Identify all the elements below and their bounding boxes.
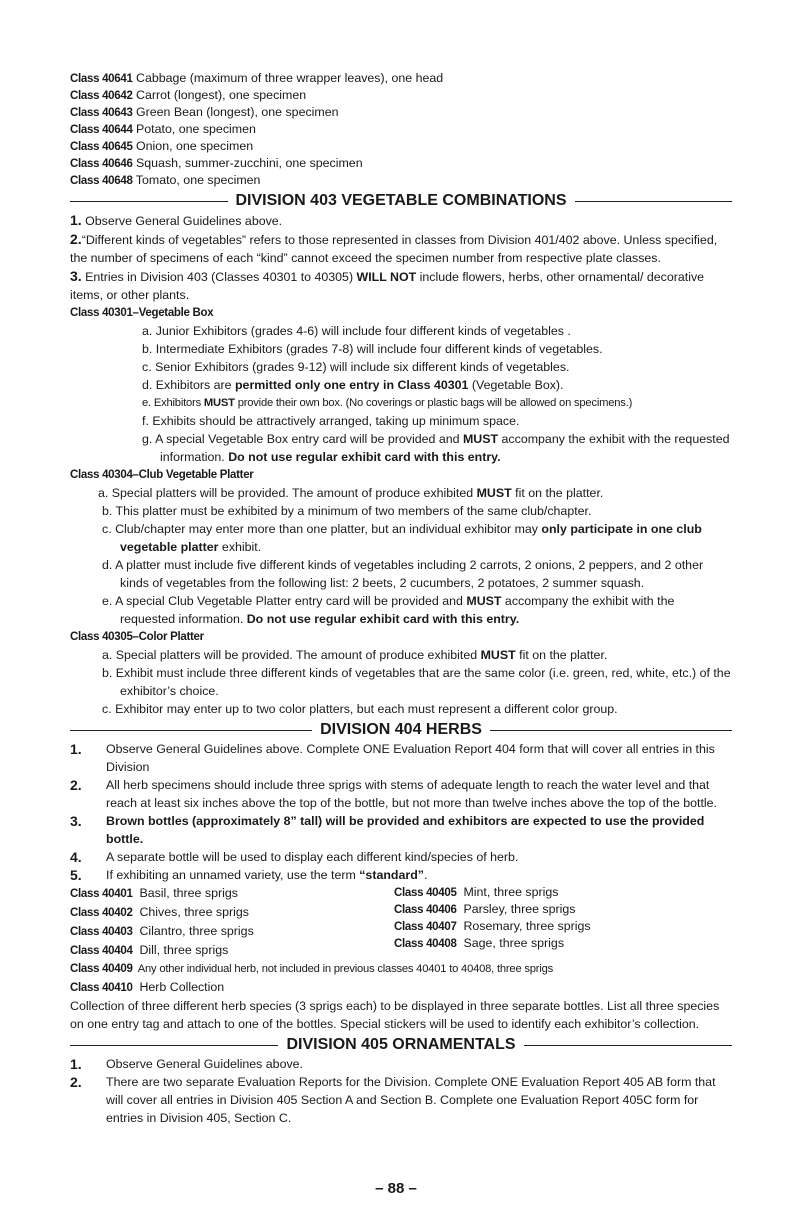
guideline-item <box>70 1073 732 1127</box>
class-40301-heading: Class 40301–Vegetable Box <box>70 307 214 319</box>
heading-rule-right <box>490 730 732 731</box>
class-number: Class 40410 <box>70 982 133 994</box>
point-text: Observe General Guidelines above. <box>85 214 283 228</box>
class-entry <box>70 155 732 172</box>
item-emphasis: MUST <box>480 648 516 662</box>
class-number: Class 40406 <box>394 904 457 916</box>
heading-rule-right <box>575 201 733 202</box>
class-text: Cabbage (maximum of three wrapper leaves), one head <box>136 71 444 85</box>
class-number: Class 40641 <box>70 73 133 85</box>
class-text: Herb Collection <box>139 980 225 994</box>
point-text: Entries in Division 403 (Classes 40301 to 40305) <box>85 270 357 284</box>
item-number: 1. <box>70 741 82 757</box>
class-text: Any other individual herb, not included in previous classes 40401 to 40408, three sprigs <box>137 963 554 975</box>
heading-rule-left <box>70 1045 278 1046</box>
class-entry <box>70 903 394 922</box>
item-text: Observe General Guidelines above. <box>106 1057 303 1071</box>
division-title: DIVISION 403 VEGETABLE COMBINATIONS <box>235 192 567 209</box>
item-text: a. Special platters will be provided. The amount of produce exhibited <box>102 648 481 662</box>
heading-rule-left <box>70 730 312 731</box>
point-emphasis: WILL NOT <box>356 270 417 284</box>
class-text: Tomato, one specimen <box>135 173 261 187</box>
list-item <box>102 592 732 628</box>
item-text: Observe General Guidelines above. Complete ONE Evaluation Report 404 form that will cover all entries in this Division <box>106 742 715 774</box>
herb-class-columns <box>70 884 732 960</box>
item-text: accompany the exhibit with the requested information. <box>120 594 675 626</box>
item-number: 4. <box>70 849 82 865</box>
div404-guidelines <box>70 740 732 884</box>
list-item <box>142 394 732 412</box>
item-text: There are two separate Evaluation Reports for the Division. Complete ONE Evaluation Report 405 AB form that will cover all entries in Division 405 Section A and Section B. Complete one Evaluation Report 405C form for entries in Division 405, Section C. <box>106 1075 716 1125</box>
list-item <box>142 376 732 394</box>
item-text: (Vegetable Box). <box>468 378 564 392</box>
item-number: 5. <box>70 867 82 883</box>
list-item <box>102 520 732 556</box>
guideline-item <box>70 866 732 884</box>
class-number: Class 40648 <box>70 175 133 187</box>
item-emphasis: MUST <box>466 594 502 608</box>
class-entry <box>394 935 724 952</box>
herb-collection-description: Collection of three different herb species (3 sprigs each) to be displayed in three separate bottles. List all three species on one entry tag and attach to one of the bottles. Special stickers will be used to identify each exhibitor’s collection. <box>70 999 720 1031</box>
class-number: Class 40643 <box>70 107 133 119</box>
item-emphasis: Do not use regular exhibit card with this entry. <box>228 450 501 464</box>
class-40305-heading: Class 40305–Color Platter <box>70 631 204 643</box>
class-entry <box>394 901 724 918</box>
class-text: Carrot (longest), one specimen <box>136 88 307 102</box>
item-text: fit on the platter. <box>511 486 604 500</box>
class-number: Class 40409 <box>70 963 133 975</box>
item-number: 1. <box>70 1056 82 1072</box>
class-text: Potato, one specimen <box>136 122 256 136</box>
guideline-item <box>70 812 732 848</box>
heading-rule-right <box>524 1045 732 1046</box>
item-text-part: If exhibiting an unnamed variety, use the term <box>106 868 360 882</box>
point-text: include flowers, herbs, other ornamental/ decorative items, or other plants. <box>70 270 705 302</box>
list-item: d. A platter must include five different kinds of vegetables including 2 carrots, 2 onions, 2 peppers, and 2 other kinds of vegetables from the following list: 2 beets, 2 cucumbers, 2 potatoes, 2 summer squash. <box>102 558 704 590</box>
item-number: 2. <box>70 1074 82 1090</box>
class-number: Class 40403 <box>70 926 133 938</box>
list-item: b. This platter must be exhibited by a minimum of two members of the same club/chapter. <box>102 504 592 518</box>
class-entry <box>70 978 732 997</box>
point-number: 3. <box>70 268 82 284</box>
point-number: 1. <box>70 212 82 228</box>
list-item <box>142 430 732 466</box>
item-text: c. Club/chapter may enter more than one platter, but an individual exhibitor may <box>102 522 542 536</box>
herb-column-1 <box>70 884 394 960</box>
class-text: Onion, one specimen <box>136 139 254 153</box>
class-text: Cilantro, three sprigs <box>139 924 254 938</box>
item-text: fit on the platter. <box>515 648 608 662</box>
guideline-item <box>70 848 732 866</box>
class-number: Class 40407 <box>394 921 457 933</box>
list-item: b. Exhibit must include three different kinds of vegetables that are the same color (i.e. green, red, white, etc.) of the exhibitor’s choice. <box>102 666 731 698</box>
herb-column-2 <box>394 884 724 960</box>
class-entry <box>70 138 732 155</box>
guideline-item <box>70 740 732 776</box>
item-text: Brown bottles (approximately 8” tall) will be provided and exhibitors are expected to use the provided bottle. <box>106 814 705 846</box>
item-emphasis: only participate in one club vegetable platter <box>120 522 702 554</box>
item-text: e. Exhibitors <box>142 397 204 409</box>
item-number: 2. <box>70 777 82 793</box>
class-entry <box>70 884 394 903</box>
div403-point-2 <box>70 230 732 267</box>
list-item: a. Junior Exhibitors (grades 4-6) will include four different kinds of vegetables . <box>142 324 571 338</box>
division-405-heading <box>70 1035 732 1055</box>
class-entry <box>394 918 724 935</box>
item-text: provide their own box. (No coverings or plastic bags will be allowed on specimens.) <box>234 397 633 409</box>
guideline-item <box>70 1055 732 1073</box>
club-platter-list <box>98 484 732 628</box>
item-number: 3. <box>70 813 82 829</box>
div403-point-3 <box>70 267 732 304</box>
div405-guidelines <box>70 1055 732 1127</box>
class-text: Rosemary, three sprigs <box>463 919 591 933</box>
division-404-heading <box>70 720 732 740</box>
item-text: accompany the exhibit with the requested information. <box>160 432 730 464</box>
item-emphasis: MUST <box>203 397 235 409</box>
item-text: d. Exhibitors are <box>142 378 235 392</box>
div403-point-1 <box>70 211 732 230</box>
class-text: Parsley, three sprigs <box>463 902 576 916</box>
class-number: Class 40642 <box>70 90 133 102</box>
class-number: Class 40405 <box>394 887 457 899</box>
list-item: f. Exhibits should be attractively arranged, taking up minimum space. <box>142 414 520 428</box>
class-entry <box>394 884 724 901</box>
list-item <box>98 484 732 502</box>
item-text-part: . <box>423 868 428 882</box>
class-40304-heading: Class 40304–Club Vegetable Platter <box>70 469 254 481</box>
point-number: 2. <box>70 231 82 247</box>
class-text: Squash, summer-zucchini, one specimen <box>136 156 363 170</box>
class-entry <box>70 922 394 941</box>
list-item: c. Senior Exhibitors (grades 9-12) will include six different kinds of vegetables. <box>142 360 570 374</box>
item-emphasis: “standard” <box>359 868 424 882</box>
item-text: e. A special Club Vegetable Platter entry card will be provided and <box>102 594 467 608</box>
class-text: Dill, three sprigs <box>139 943 229 957</box>
item-emphasis: Do not use regular exhibit card with this entry. <box>246 612 520 626</box>
item-text: exhibit. <box>218 540 262 554</box>
heading-rule-left <box>70 201 228 202</box>
class-entry <box>70 941 394 960</box>
class-entry <box>70 960 732 978</box>
color-platter-list <box>102 646 732 718</box>
vegetable-box-list <box>142 322 732 466</box>
list-item: b. Intermediate Exhibitors (grades 7-8) will include four different kinds of vegetables. <box>142 342 603 356</box>
item-emphasis: MUST <box>476 486 512 500</box>
class-list-top <box>70 70 732 189</box>
document-page <box>70 70 732 1127</box>
class-text: Green Bean (longest), one specimen <box>136 105 339 119</box>
item-text <box>106 866 732 884</box>
division-title: DIVISION 405 ORNAMENTALS <box>286 1036 516 1053</box>
class-number: Class 40645 <box>70 141 133 153</box>
list-item <box>102 646 732 664</box>
class-entry <box>70 172 732 189</box>
class-number: Class 40644 <box>70 124 133 136</box>
class-entry <box>70 70 732 87</box>
class-text: Chives, three sprigs <box>139 905 249 919</box>
page-number: – 88 – <box>375 1180 417 1197</box>
item-text: A separate bottle will be used to display each different kind/species of herb. <box>106 850 519 864</box>
class-number: Class 40404 <box>70 945 133 957</box>
division-403-heading <box>70 191 732 211</box>
class-number: Class 40401 <box>70 888 133 900</box>
point-text: “Different kinds of vegetables” refers to those represented in classes from Division 401/402 above. Unless specified, the number of specimens of each “kind” cannot exceed the specimen number from respective plate classes. <box>70 233 718 265</box>
item-emphasis: permitted only one entry in Class 40301 <box>234 378 469 392</box>
class-entry <box>70 104 732 121</box>
item-text: a. Special platters will be provided. The amount of produce exhibited <box>98 486 477 500</box>
class-text: Sage, three sprigs <box>463 936 565 950</box>
list-item: c. Exhibitor may enter up to two color platters, but each must represent a different color group. <box>102 702 618 716</box>
class-text: Mint, three sprigs <box>463 885 559 899</box>
class-text: Basil, three sprigs <box>139 886 238 900</box>
class-entry <box>70 121 732 138</box>
item-text: g. A special Vegetable Box entry card will be provided and <box>142 432 463 446</box>
class-number: Class 40408 <box>394 938 457 950</box>
guideline-item <box>70 776 732 812</box>
item-emphasis: MUST <box>462 432 499 446</box>
class-number: Class 40646 <box>70 158 133 170</box>
class-number: Class 40402 <box>70 907 133 919</box>
item-text: All herb specimens should include three sprigs with stems of adequate length to reach the water level and that reach at least six inches above the top of the bottle, but not more than twelve inches above the top of the bottle. <box>106 778 717 810</box>
class-entry <box>70 87 732 104</box>
division-title: DIVISION 404 HERBS <box>320 721 482 738</box>
